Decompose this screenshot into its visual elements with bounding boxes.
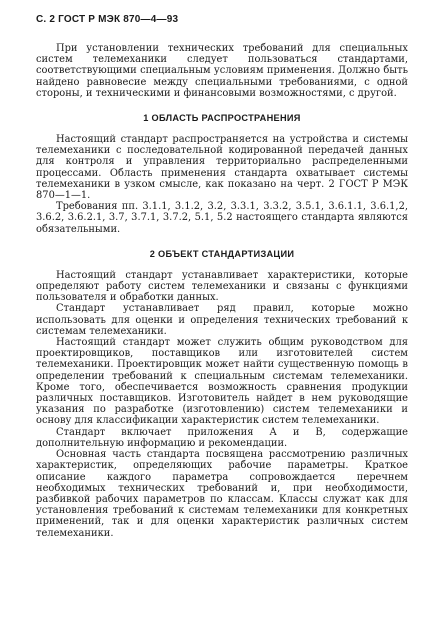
section-1-title: 1 ОБЛАСТЬ РАСПРОСТРАНЕНИЯ — [143, 113, 301, 124]
section-2-paragraph-4: Стандарт включает приложения А и В, содержащие дополнительную информацию и рекомендации. — [36, 426, 408, 449]
section-2-paragraph-1: Настоящий стандарт устанавливает характеристики, которые определяют работу систем телемеханики и связаны с функциями пользователя и обработки данных. — [36, 269, 408, 304]
section-2-title: 2 ОБЪЕКТ СТАНДАРТИЗАЦИИ — [149, 248, 295, 259]
section-2-paragraph-5: Основная часть стандарта посвящена рассмотрению различных характеристик, определяющих рабочие параметры. Краткое описание каждого параметра сопровождается перечнем необходимых технических требований и, при необходимости, разбивкой рабочих параметров по классам. Классы служат как для установления требований к системам телемеханики для конкретных применений, так и для оценки характеристик различных систем телемеханики. — [36, 449, 408, 539]
section-1-paragraph-1: Настоящий стандарт распространяется на устройства и системы телемеханики с последовательной кодированной передачей данных для контроля и управления территориально распределенными процессами. Область применения стандарта охватывает системы телемеханики в узком смысле, как показано на черт. 2 ГОСТ Р МЭК 870—1—1. — [36, 134, 408, 202]
intro-paragraph: При установлении технических требований для специальных систем телемеханики следует пользоваться стандартами, соответствующими специальным условиям применения. Должно быть найдено равновесие между специальными требованиями, с одной стороны, и техническими и финансовыми возможностями, с другой. — [36, 43, 408, 99]
section-1-paragraph-2: Требования пп. 3.1.1, 3.1.2, 3.2, 3.3.1, 3.3.2, 3.5.1, 3.6.1.1, 3.6.1,2, 3.6.2, 3.6.2.1, 3.7, 3.7.1, 3.7.2, 5.1, 5.2 настоящего стандарта являются обязательными. — [36, 201, 408, 235]
document-page — [36, 14, 408, 539]
section-2-paragraph-3: Настоящий стандарт может служить общим руководством для проектировщиков, поставщиков или изготовителей систем телемеханики. Проектировщик может найти существенную помощь в определении требований к специальным системам телемеханики. Кроме того, обеспечивается возможность сравнения продукции различных поставщиков. Изготовитель найдет в нем руководящие указания по разработке (изготовлению) систем телемеханики и основу для классификации характеристик систем телемеханики. — [36, 337, 408, 427]
page-header: С. 2 ГОСТ Р МЭК 870—4—93 — [36, 14, 179, 25]
section-2-paragraph-2: Стандарт устанавливает ряд правил, которые можно использовать для оценки и определения технических требований к системам телемеханики. — [36, 303, 408, 337]
